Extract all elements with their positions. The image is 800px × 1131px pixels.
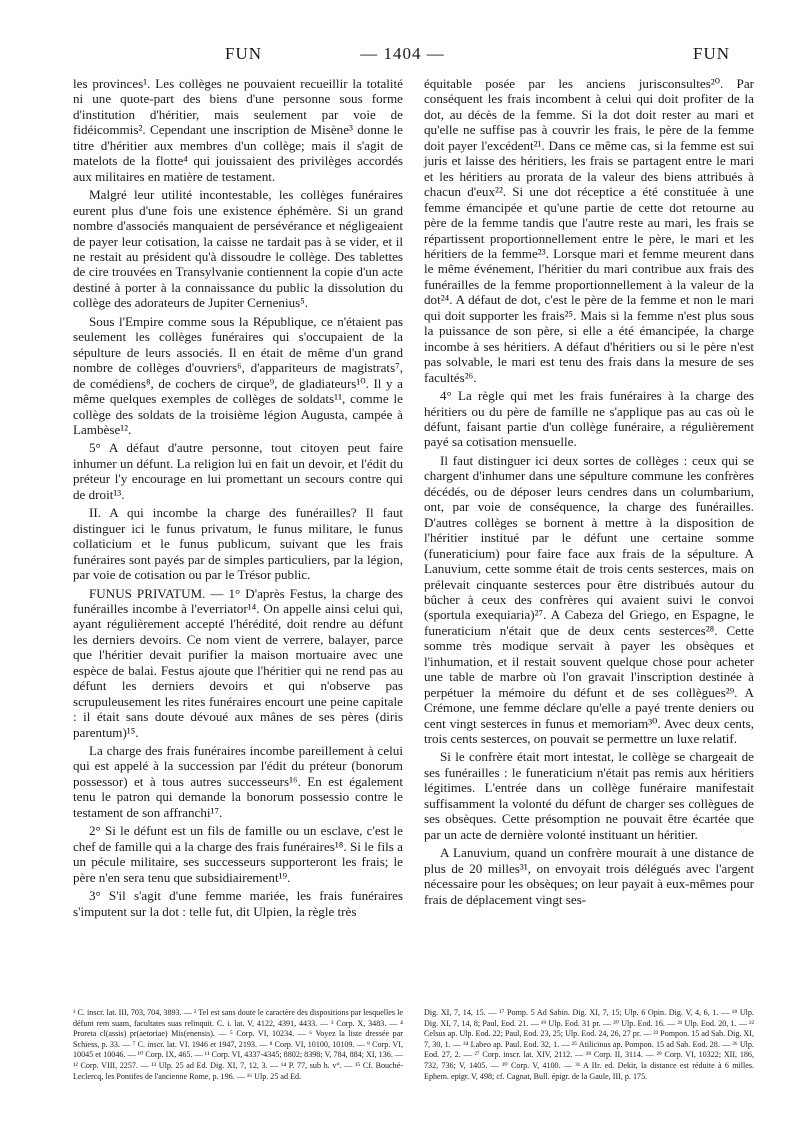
paragraph: A Lanuvium, quand un confrère mourait à une distance de plus de 20 milles³¹, on envoyait trois délégués avec l'argent nécessaire pour les obsèques; on leur payait à eux-mêmes pour frais de déplacement vingt ses- [424,845,754,907]
paragraph: FUNUS PRIVATUM. — 1° D'après Festus, la charge des funérailles incombe à l'everriator¹⁴. On appelle ainsi celui qui, ayant régulièrement accepté l'hérédité, doit rendre au défunt les derniers devoirs. Ce nom vient de verrere, balayer, parce que l'héritier devait purifier la maison mortuaire avec une espèce de balai. Festus ajoute que l'héritier qui ne rend pas au défunt les derniers devoirs et qui n'observe pas scrupuleusement les rites funéraires encourt une peine capitale : il était sans doute dévoué aux mânes de ses pères (diris parentum)¹⁵. [73,585,403,740]
paragraph: La charge des frais funéraires incombe pareillement à celui qui est appelé à la succession par l'édit du préteur (bonorum possessor) et à tous autres successeurs¹⁶. En est également tenu le patron qui demande la bonorum possessio contre le testament de son affranchi¹⁷. [73,743,403,820]
paragraph: Il faut distinguer ici deux sortes de collèges : ceux qui se chargent d'inhumer dans une sépulture commune les confrères décédés, ou de déposer leurs cendres dans un columbarium, ont, par voie de conséquence, la charge des funérailles. D'autres collèges se bornent à mettre à la disposition de l'héritier institué par le défunt une certaine somme (funeraticium) pour faire face aux frais de la sépulture. A Lanuvium, cette somme était de trois cents sesterces, mais on prélevait cinquante sesterces pour être distribués autour du bûcher à ceux des confrères qui avaient suivi le convoi (sportula exequiaria)²⁷. A Cabeza del Griego, en Espagne, le funeraticium n'était que de deux cents sesterces²⁸. Cette somme très modique servait à payer les obsèques et l'inhumation, et il restait souvent quelque chose pour acheter une table de marbre où l'on gravait l'inscription destinée à perpétuer la mémoire du défunt et de ses collègues²⁹. A Crémone, une femme déclare qu'elle a payé trente deniers ou cent vingt sesterces in funus et memoriam³⁰. Avec deux cents, trois cents sesterces, on pouvait se permettre un luxe relatif. [424,452,754,747]
paragraph: Sous l'Empire comme sous la République, ce n'étaient pas seulement les collèges funéraires qui s'occupaient de la sépulture de leurs associés. Il en était de même d'un grand nombre de collèges d'ouvriers⁶, d'appariteurs de magistrats⁷, de comédiens⁸, de cochers de cirque⁹, de gladiateurs¹⁰. Il y a même quelques exemples de collèges de soldats¹¹, comme le collège des soldats de la troisième légion Augusta, campée à Lambèse¹². [73,313,403,437]
right-column [424,76,754,910]
paragraph: II. A qui incombe la charge des funérailles? Il faut distinguer ici le funus privatum, le funus militare, le funus collaticium et le funus publicum, suivant que les frais funéraires sont payés par de simples particuliers, par la légion, par voie de cotisation ou par le Trésor public. [73,505,403,583]
footnotes-right: Dig. XI, 7, 14, 15. — ¹⁷ Pomp. 5 Ad Sabin. Dig. XI, 7, 15; Ulp. 6 Opin. Dig. V, 4, 6, 1. — ¹⁸ Ulp. Dig. XI, 7, 14, 8; Paul, Eod. 21. — ¹⁹ Ulp. Eod. 31 pr. — ²⁰ Ulp. Eod. 16. — ²¹ Ulp. Eod. 20, 1. — ²² Celsus ap. Ulp. Eod. 22; Paul, Eod. 23, 25; Ulp. Eod. 24, 26, 27 pr. — ²³ Pompon. 15 ad Sab. Dig. XI, 7, 30, 1. — ²⁴ Labeo ap. Paul. Eod. 32, 1. — ²⁵ Atilicinus ap. Pompon. 15 ad Sab. Eod. 28. — ²⁶ Ulp. Eod. 27, 2. — ²⁷ Corp. inscr. lat. XIV, 2112. — ²⁸ Corp. II, 3114. — ²⁹ Corp. VI, 10322; XII, 186, 732, 736; V, 1405. — ³⁰ Corp. V, 4100. — ³¹ A IIr. ed. Dekir, la distance est réduite à 6 milles. Ephem. epigr. V, 498; cf. Cagnat, Bull. épigr. de la Gaule, III, p. 175. [424,1008,754,1081]
paragraph: équitable posée par les anciens jurisconsultes²⁰. Par conséquent les frais incombent à celui qui doit profiter de la dot, au décès de la femme. Si la dot doit rester au mari et qu'elle ne suffise pas à couvrir les frais, le père de la femme doit payer l'excédent²¹. Dans ce même cas, si la femme est sui juris et laisse des héritiers, les frais se partagent entre le mari et les héritiers au prorata de la valeur des biens attribués à chacun d'eux²². Si une dot réceptice a été constituée à une femme émancipée et qu'une partie de cette dot retourne au père de la femme tandis que l'autre reste au mari, les frais se répartissent proportionnellement entre le père, le mari et les héritiers de la femme²³. Lorsque mari et femme meurent dans le même événement, l'héritier du mari contribue aux frais des funérailles de la femme proportionnellement à la valeur de la dot²⁴. A défaut de dot, c'est le père de la femme et non le mari qui doit supporter les frais²⁵. Mais si la femme n'est plus sous la puissance de son père, si elle a été émancipée, la charge incombe à ses héritiers. A défaut d'héritiers ou si le père n'est pas solvable, le mari est tenu des frais dans la mesure de ses facultés²⁶. [424,76,754,385]
left-column [73,76,403,922]
paragraph: 4° La règle qui met les frais funéraires à la charge des héritiers ou du père de famille ne s'applique pas au cas où le défunt, faisant partie d'un collège funéraire, a régulièrement payé sa cotisation mensuelle. [424,388,754,450]
paragraph: 2° Si le défunt est un fils de famille ou un esclave, c'est le chef de famille qui a la charge des frais funéraires¹⁸. Si le fils a un pécule militaire, ses successeurs supporteront les frais; le père n'en sera tenu que subsidiairement¹⁹. [73,823,403,885]
paragraph: Si le confrère était mort intestat, le collège se chargeait de ses funérailles : le funeraticium n'était pas remis aux héritiers légitimes. L'entrée dans un collège funéraire manifestait suffisamment la volonté du défunt de charger ses collègues de ses obsèques. Cette présomption ne pouvait être écartée que par un acte de dernière volonté instituant un héritier. [424,749,754,842]
paragraph: Malgré leur utilité incontestable, les collèges funéraires eurent plus d'une fois une existence éphémère. Si un grand nombre d'associés manquaient de persévérance et négligeaient de payer leur cotisation, la caisse ne tardait pas à se vider, et il ne restait au président qu'à dissoudre le collège. Des tablettes de cire trouvées en Transylvanie contiennent la copie d'un acte destiné à porter à la connaissance du public la dissolution du collège des adorateurs de Jupiter Cernenius⁵. [73,187,403,311]
running-header [75,44,730,70]
paragraph: les provinces¹. Les collèges ne pouvaient recueillir la totalité ni une quote-part des biens d'une personne sous forme d'institution d'héritier, mais seulement par voie de fidéicommis². Cependant une inscription de Misène³ donne le titre d'héritier aux membres d'un collège; mais il s'agit de matelots de la flotte⁴ qui jouissaient des privilèges accordés aux militaires en matière de testament. [73,76,403,184]
footnotes-left: ¹ C. inscr. lat. III, 703, 704, 3893. — ² Tel est sans doute le caractère des dispositions par lesquelles le défunt rem suam, facultates suas relinquit. C. i. lat. V, 4122, 4391, 4433. — ³ Corp. X, 3483. — ⁴ Proreta cl(assis) pr(aetoriae) Mis(enensis). — ⁵ Corp. VI, 10234. — ⁶ Voyez la liste dressée par Schiess, p. 33. — ⁷ C. inscr. lat. VI. 1946 et 1947, 2193. — ⁸ Corp. VI, 10100, 10109. — ⁹ Corp. VI, 10045 et 10046. — ¹⁰ Corp. IX, 465. — ¹¹ Corp. VI, 4337-4345; 8802; 8398; V, 784, 884; XI, 136. — ¹² Corp. VIII, 2257. — ¹³ Ulp. 25 ad Ed. Dig. XI, 7, 12, 3. — ¹⁴ P. 77, sub h. v°. — ¹⁵ Cf. Bouché-Leclercq, les Pontifes de l'ancienne Rome, p. 196. — ¹⁶ Ulp. 25 ad Ed. [73,1008,403,1081]
header-left: FUN [225,44,263,63]
paragraph: 5° A défaut d'autre personne, tout citoyen peut faire inhumer un défunt. La religion lui en fait un devoir, et l'édit du préteur l'y encourage en lui promettant un secours contre qui de droit¹³. [73,440,403,502]
header-right: FUN [692,44,730,63]
page-number: — 1404 — [360,44,445,63]
paragraph: 3° S'il s'agit d'une femme mariée, les frais funéraires s'imputent sur la dot : telle fut, dit Ulpien, la règle très [73,888,403,919]
